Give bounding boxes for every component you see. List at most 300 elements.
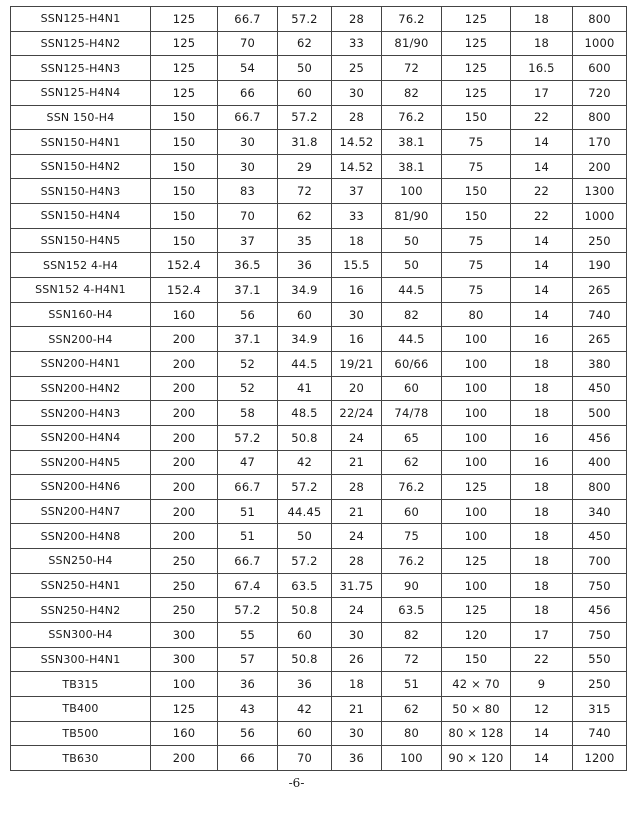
value-cell-c7: 16	[511, 450, 573, 475]
value-cell-c1: 200	[151, 450, 218, 475]
value-cell-c6: 125	[442, 56, 511, 81]
value-cell-c6: 100	[442, 327, 511, 352]
value-cell-c7: 18	[511, 376, 573, 401]
value-cell-c7: 18	[511, 351, 573, 376]
value-cell-c5: 75	[382, 524, 442, 549]
value-cell-c1: 125	[151, 7, 218, 32]
value-cell-c4: 16	[332, 278, 382, 303]
value-cell-c7: 22	[511, 179, 573, 204]
value-cell-c8: 740	[573, 302, 627, 327]
value-cell-c3: 60	[278, 623, 332, 648]
value-cell-c3: 60	[278, 721, 332, 746]
value-cell-c7: 14	[511, 278, 573, 303]
value-cell-c2: 57.2	[218, 425, 278, 450]
value-cell-c5: 81/90	[382, 31, 442, 56]
model-cell: SSN150-H4N1	[11, 130, 151, 155]
value-cell-c1: 200	[151, 475, 218, 500]
value-cell-c8: 190	[573, 253, 627, 278]
value-cell-c5: 38.1	[382, 130, 442, 155]
value-cell-c6: 100	[442, 351, 511, 376]
value-cell-c2: 83	[218, 179, 278, 204]
value-cell-c2: 55	[218, 623, 278, 648]
value-cell-c3: 63.5	[278, 573, 332, 598]
model-cell: SSN250-H4N1	[11, 573, 151, 598]
value-cell-c5: 76.2	[382, 549, 442, 574]
table-row	[11, 696, 627, 721]
value-cell-c3: 57.2	[278, 105, 332, 130]
value-cell-c3: 70	[278, 746, 332, 771]
value-cell-c3: 60	[278, 302, 332, 327]
model-cell: SSN200-H4N8	[11, 524, 151, 549]
model-cell: SSN250-H4	[11, 549, 151, 574]
table-row	[11, 623, 627, 648]
value-cell-c7: 14	[511, 721, 573, 746]
value-cell-c5: 82	[382, 80, 442, 105]
value-cell-c4: 16	[332, 327, 382, 352]
value-cell-c5: 82	[382, 623, 442, 648]
model-cell: SSN160-H4	[11, 302, 151, 327]
value-cell-c8: 380	[573, 351, 627, 376]
value-cell-c2: 36	[218, 672, 278, 697]
value-cell-c5: 100	[382, 179, 442, 204]
value-cell-c4: 26	[332, 647, 382, 672]
value-cell-c6: 80 × 128	[442, 721, 511, 746]
value-cell-c2: 58	[218, 401, 278, 426]
value-cell-c2: 66.7	[218, 475, 278, 500]
value-cell-c7: 18	[511, 31, 573, 56]
value-cell-c3: 29	[278, 154, 332, 179]
model-cell: SSN150-H4N3	[11, 179, 151, 204]
value-cell-c1: 250	[151, 598, 218, 623]
value-cell-c7: 12	[511, 696, 573, 721]
table-row	[11, 56, 627, 81]
model-cell: TB400	[11, 696, 151, 721]
value-cell-c3: 72	[278, 179, 332, 204]
value-cell-c2: 43	[218, 696, 278, 721]
value-cell-c3: 50	[278, 56, 332, 81]
value-cell-c8: 250	[573, 672, 627, 697]
table-row	[11, 7, 627, 32]
value-cell-c6: 120	[442, 623, 511, 648]
value-cell-c8: 700	[573, 549, 627, 574]
value-cell-c7: 16	[511, 327, 573, 352]
value-cell-c7: 14	[511, 130, 573, 155]
value-cell-c1: 300	[151, 647, 218, 672]
value-cell-c6: 42 × 70	[442, 672, 511, 697]
value-cell-c4: 36	[332, 746, 382, 771]
model-cell: SSN 150-H4	[11, 105, 151, 130]
value-cell-c5: 90	[382, 573, 442, 598]
value-cell-c4: 20	[332, 376, 382, 401]
value-cell-c8: 170	[573, 130, 627, 155]
model-cell: TB630	[11, 746, 151, 771]
value-cell-c8: 1000	[573, 31, 627, 56]
table-row	[11, 475, 627, 500]
value-cell-c2: 57	[218, 647, 278, 672]
value-cell-c2: 66	[218, 746, 278, 771]
value-cell-c4: 28	[332, 475, 382, 500]
table-row	[11, 376, 627, 401]
value-cell-c4: 21	[332, 696, 382, 721]
value-cell-c5: 65	[382, 425, 442, 450]
value-cell-c3: 35	[278, 228, 332, 253]
value-cell-c4: 21	[332, 499, 382, 524]
value-cell-c7: 14	[511, 746, 573, 771]
value-cell-c3: 50.8	[278, 598, 332, 623]
value-cell-c5: 50	[382, 253, 442, 278]
table-row	[11, 327, 627, 352]
value-cell-c3: 62	[278, 204, 332, 229]
value-cell-c8: 720	[573, 80, 627, 105]
value-cell-c8: 315	[573, 696, 627, 721]
model-cell: TB500	[11, 721, 151, 746]
value-cell-c5: 76.2	[382, 475, 442, 500]
value-cell-c8: 1000	[573, 204, 627, 229]
value-cell-c1: 200	[151, 376, 218, 401]
value-cell-c7: 22	[511, 204, 573, 229]
value-cell-c4: 28	[332, 105, 382, 130]
value-cell-c3: 44.5	[278, 351, 332, 376]
value-cell-c6: 125	[442, 549, 511, 574]
value-cell-c5: 62	[382, 450, 442, 475]
value-cell-c3: 57.2	[278, 475, 332, 500]
value-cell-c3: 60	[278, 80, 332, 105]
table-row	[11, 302, 627, 327]
value-cell-c3: 62	[278, 31, 332, 56]
value-cell-c6: 75	[442, 278, 511, 303]
value-cell-c3: 42	[278, 696, 332, 721]
value-cell-c3: 34.9	[278, 327, 332, 352]
model-cell: SSN125-H4N4	[11, 80, 151, 105]
value-cell-c8: 450	[573, 376, 627, 401]
value-cell-c4: 30	[332, 302, 382, 327]
value-cell-c1: 150	[151, 105, 218, 130]
table-row	[11, 80, 627, 105]
value-cell-c2: 30	[218, 154, 278, 179]
model-cell: TB315	[11, 672, 151, 697]
value-cell-c3: 57.2	[278, 7, 332, 32]
value-cell-c2: 30	[218, 130, 278, 155]
value-cell-c5: 82	[382, 302, 442, 327]
value-cell-c8: 800	[573, 7, 627, 32]
value-cell-c4: 18	[332, 228, 382, 253]
value-cell-c4: 22/24	[332, 401, 382, 426]
value-cell-c4: 14.52	[332, 154, 382, 179]
value-cell-c5: 76.2	[382, 7, 442, 32]
value-cell-c3: 36	[278, 672, 332, 697]
value-cell-c1: 125	[151, 696, 218, 721]
value-cell-c7: 14	[511, 228, 573, 253]
value-cell-c8: 200	[573, 154, 627, 179]
value-cell-c6: 100	[442, 425, 511, 450]
value-cell-c8: 600	[573, 56, 627, 81]
value-cell-c7: 18	[511, 549, 573, 574]
model-cell: SSN150-H4N4	[11, 204, 151, 229]
value-cell-c1: 150	[151, 204, 218, 229]
value-cell-c1: 200	[151, 327, 218, 352]
value-cell-c4: 28	[332, 7, 382, 32]
value-cell-c5: 50	[382, 228, 442, 253]
value-cell-c2: 37.1	[218, 278, 278, 303]
spec-table	[10, 6, 627, 771]
model-cell: SSN200-H4N4	[11, 425, 151, 450]
table-row	[11, 573, 627, 598]
value-cell-c4: 24	[332, 425, 382, 450]
value-cell-c7: 14	[511, 253, 573, 278]
value-cell-c6: 75	[442, 253, 511, 278]
value-cell-c3: 42	[278, 450, 332, 475]
value-cell-c1: 200	[151, 425, 218, 450]
value-cell-c7: 18	[511, 524, 573, 549]
value-cell-c6: 75	[442, 228, 511, 253]
value-cell-c6: 125	[442, 80, 511, 105]
value-cell-c2: 54	[218, 56, 278, 81]
value-cell-c7: 16	[511, 425, 573, 450]
value-cell-c6: 100	[442, 450, 511, 475]
table-row	[11, 425, 627, 450]
model-cell: SSN125-H4N3	[11, 56, 151, 81]
value-cell-c2: 66.7	[218, 105, 278, 130]
value-cell-c2: 70	[218, 204, 278, 229]
value-cell-c2: 37	[218, 228, 278, 253]
value-cell-c8: 500	[573, 401, 627, 426]
table-row	[11, 721, 627, 746]
table-row	[11, 598, 627, 623]
value-cell-c4: 15.5	[332, 253, 382, 278]
model-cell: SSN125-H4N1	[11, 7, 151, 32]
value-cell-c1: 150	[151, 179, 218, 204]
value-cell-c5: 51	[382, 672, 442, 697]
value-cell-c6: 50 × 80	[442, 696, 511, 721]
value-cell-c5: 44.5	[382, 327, 442, 352]
value-cell-c2: 56	[218, 302, 278, 327]
value-cell-c1: 125	[151, 31, 218, 56]
table-row	[11, 130, 627, 155]
value-cell-c6: 150	[442, 204, 511, 229]
value-cell-c5: 63.5	[382, 598, 442, 623]
table-row	[11, 204, 627, 229]
value-cell-c1: 200	[151, 499, 218, 524]
value-cell-c7: 14	[511, 302, 573, 327]
value-cell-c2: 52	[218, 351, 278, 376]
value-cell-c1: 200	[151, 351, 218, 376]
value-cell-c5: 80	[382, 721, 442, 746]
value-cell-c1: 250	[151, 549, 218, 574]
model-cell: SSN125-H4N2	[11, 31, 151, 56]
value-cell-c1: 160	[151, 721, 218, 746]
value-cell-c3: 57.2	[278, 549, 332, 574]
model-cell: SSN300-H4N1	[11, 647, 151, 672]
model-cell: SSN150-H4N2	[11, 154, 151, 179]
table-row	[11, 278, 627, 303]
value-cell-c5: 38.1	[382, 154, 442, 179]
value-cell-c8: 800	[573, 105, 627, 130]
value-cell-c8: 265	[573, 278, 627, 303]
value-cell-c6: 100	[442, 499, 511, 524]
table-row	[11, 31, 627, 56]
value-cell-c2: 66	[218, 80, 278, 105]
value-cell-c8: 740	[573, 721, 627, 746]
model-cell: SSN200-H4	[11, 327, 151, 352]
value-cell-c6: 75	[442, 154, 511, 179]
value-cell-c3: 36	[278, 253, 332, 278]
table-row	[11, 253, 627, 278]
model-cell: SSN152 4-H4	[11, 253, 151, 278]
value-cell-c1: 200	[151, 746, 218, 771]
value-cell-c1: 152.4	[151, 278, 218, 303]
value-cell-c8: 265	[573, 327, 627, 352]
value-cell-c6: 125	[442, 31, 511, 56]
value-cell-c7: 18	[511, 475, 573, 500]
model-cell: SSN300-H4	[11, 623, 151, 648]
value-cell-c8: 456	[573, 598, 627, 623]
value-cell-c6: 150	[442, 647, 511, 672]
page-number: -6-	[288, 776, 305, 790]
value-cell-c6: 90 × 120	[442, 746, 511, 771]
value-cell-c5: 74/78	[382, 401, 442, 426]
value-cell-c6: 80	[442, 302, 511, 327]
value-cell-c5: 72	[382, 56, 442, 81]
value-cell-c4: 33	[332, 204, 382, 229]
value-cell-c1: 150	[151, 154, 218, 179]
table-row	[11, 154, 627, 179]
value-cell-c2: 66.7	[218, 549, 278, 574]
value-cell-c4: 14.52	[332, 130, 382, 155]
value-cell-c6: 100	[442, 573, 511, 598]
model-cell: SSN200-H4N6	[11, 475, 151, 500]
value-cell-c7: 22	[511, 647, 573, 672]
value-cell-c8: 550	[573, 647, 627, 672]
value-cell-c4: 21	[332, 450, 382, 475]
table-row	[11, 228, 627, 253]
value-cell-c1: 100	[151, 672, 218, 697]
value-cell-c2: 47	[218, 450, 278, 475]
value-cell-c1: 150	[151, 130, 218, 155]
value-cell-c3: 50.8	[278, 647, 332, 672]
value-cell-c7: 16.5	[511, 56, 573, 81]
model-cell: SSN200-H4N5	[11, 450, 151, 475]
value-cell-c4: 25	[332, 56, 382, 81]
value-cell-c4: 31.75	[332, 573, 382, 598]
value-cell-c1: 300	[151, 623, 218, 648]
value-cell-c7: 9	[511, 672, 573, 697]
value-cell-c6: 150	[442, 179, 511, 204]
value-cell-c1: 150	[151, 228, 218, 253]
value-cell-c2: 51	[218, 499, 278, 524]
value-cell-c5: 60	[382, 376, 442, 401]
value-cell-c1: 200	[151, 401, 218, 426]
value-cell-c4: 24	[332, 598, 382, 623]
value-cell-c7: 18	[511, 598, 573, 623]
value-cell-c7: 17	[511, 80, 573, 105]
table-row	[11, 549, 627, 574]
value-cell-c5: 76.2	[382, 105, 442, 130]
value-cell-c1: 250	[151, 573, 218, 598]
table-row	[11, 746, 627, 771]
value-cell-c3: 50	[278, 524, 332, 549]
value-cell-c7: 18	[511, 7, 573, 32]
value-cell-c7: 14	[511, 154, 573, 179]
value-cell-c4: 18	[332, 672, 382, 697]
value-cell-c6: 100	[442, 376, 511, 401]
table-row	[11, 450, 627, 475]
value-cell-c3: 31.8	[278, 130, 332, 155]
value-cell-c1: 160	[151, 302, 218, 327]
value-cell-c8: 400	[573, 450, 627, 475]
table-row	[11, 351, 627, 376]
value-cell-c5: 100	[382, 746, 442, 771]
value-cell-c8: 800	[573, 475, 627, 500]
value-cell-c5: 44.5	[382, 278, 442, 303]
value-cell-c1: 152.4	[151, 253, 218, 278]
value-cell-c8: 456	[573, 425, 627, 450]
value-cell-c8: 750	[573, 573, 627, 598]
value-cell-c2: 51	[218, 524, 278, 549]
value-cell-c6: 100	[442, 524, 511, 549]
table-row	[11, 105, 627, 130]
value-cell-c7: 18	[511, 401, 573, 426]
value-cell-c4: 24	[332, 524, 382, 549]
value-cell-c1: 200	[151, 524, 218, 549]
value-cell-c6: 75	[442, 130, 511, 155]
value-cell-c4: 28	[332, 549, 382, 574]
value-cell-c2: 67.4	[218, 573, 278, 598]
value-cell-c7: 18	[511, 573, 573, 598]
value-cell-c5: 72	[382, 647, 442, 672]
value-cell-c7: 17	[511, 623, 573, 648]
model-cell: SSN200-H4N2	[11, 376, 151, 401]
value-cell-c2: 36.5	[218, 253, 278, 278]
value-cell-c5: 81/90	[382, 204, 442, 229]
value-cell-c6: 125	[442, 598, 511, 623]
value-cell-c2: 37.1	[218, 327, 278, 352]
spec-table-body	[11, 7, 627, 771]
value-cell-c3: 50.8	[278, 425, 332, 450]
value-cell-c3: 44.45	[278, 499, 332, 524]
value-cell-c8: 250	[573, 228, 627, 253]
value-cell-c8: 1300	[573, 179, 627, 204]
table-row	[11, 179, 627, 204]
value-cell-c6: 125	[442, 7, 511, 32]
value-cell-c7: 22	[511, 105, 573, 130]
value-cell-c4: 19/21	[332, 351, 382, 376]
model-cell: SSN200-H4N1	[11, 351, 151, 376]
value-cell-c1: 125	[151, 80, 218, 105]
value-cell-c4: 30	[332, 721, 382, 746]
value-cell-c1: 125	[151, 56, 218, 81]
value-cell-c3: 48.5	[278, 401, 332, 426]
value-cell-c8: 340	[573, 499, 627, 524]
value-cell-c6: 100	[442, 401, 511, 426]
model-cell: SSN150-H4N5	[11, 228, 151, 253]
table-row	[11, 672, 627, 697]
model-cell: SSN152 4-H4N1	[11, 278, 151, 303]
value-cell-c2: 56	[218, 721, 278, 746]
value-cell-c8: 450	[573, 524, 627, 549]
table-row	[11, 524, 627, 549]
value-cell-c4: 30	[332, 80, 382, 105]
value-cell-c3: 41	[278, 376, 332, 401]
value-cell-c8: 750	[573, 623, 627, 648]
value-cell-c6: 150	[442, 105, 511, 130]
value-cell-c3: 34.9	[278, 278, 332, 303]
value-cell-c4: 37	[332, 179, 382, 204]
model-cell: SSN200-H4N3	[11, 401, 151, 426]
value-cell-c4: 30	[332, 623, 382, 648]
value-cell-c2: 66.7	[218, 7, 278, 32]
value-cell-c7: 18	[511, 499, 573, 524]
value-cell-c4: 33	[332, 31, 382, 56]
